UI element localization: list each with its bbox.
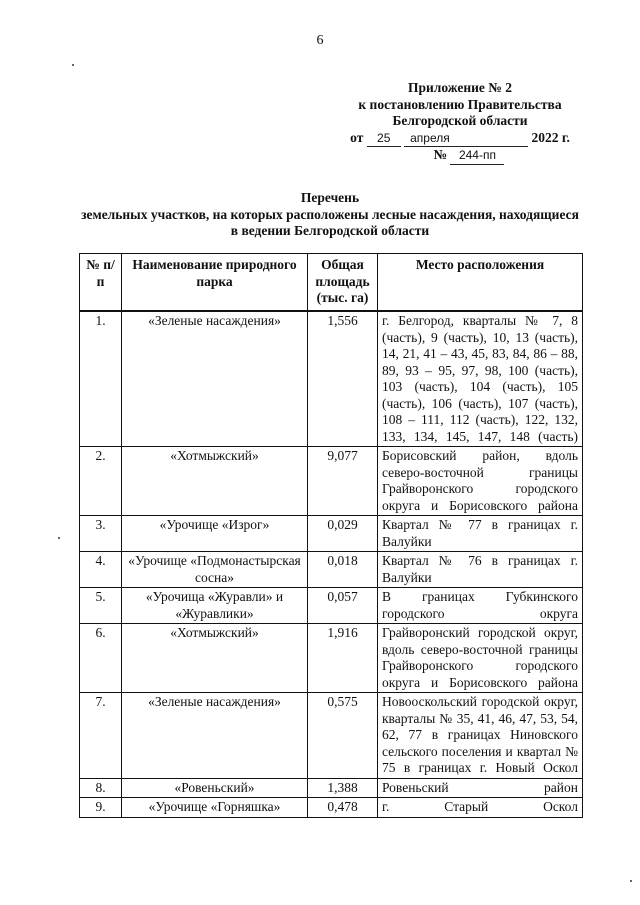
row-num: 9. [80,798,122,818]
date-year: 2022 г. [531,129,570,145]
row-name: «Хотмыжский» [122,624,308,693]
date-day: 25 [367,130,401,148]
scan-speck [630,880,632,882]
header-num: № п/п [80,254,122,312]
row-num: 4. [80,552,122,588]
table-row [80,588,583,624]
table-header-row [80,254,583,312]
table-row [80,693,583,779]
row-name: «Ровеньский» [122,778,308,798]
row-location: Грайворонский городской округ, вдоль северо-восточной границы Грайворонского городского округа и Борисовского района [378,624,583,693]
row-location: Квартал № 76 в границах г. Валуйки [378,552,583,588]
row-name: «Урочище «Горняшка» [122,798,308,818]
row-num: 8. [80,778,122,798]
row-name: «Хотмыжский» [122,447,308,516]
appendix-line-3: Белгородской области [392,113,528,128]
header-name: Наименование природного парка [122,254,308,312]
title-line-3: в ведении Белгородской области [230,223,430,238]
scan-speck [72,64,74,66]
row-num: 5. [80,588,122,624]
appendix-title: Приложение № 2 [408,80,512,95]
row-area: 0,575 [308,693,378,779]
row-location: Новооскольский городской округ, кварталы № 35, 41, 46, 47, 53, 54, 62, 77 в границах Ниновского сельского поселения и квартал № 75 в границах г. Новый Оскол [378,693,583,779]
table-row [80,311,583,447]
date-month: апреля [404,130,528,148]
row-num: 6. [80,624,122,693]
row-area: 1,916 [308,624,378,693]
row-area: 0,029 [308,516,378,552]
row-location: г. Старый Оскол [378,798,583,818]
appendix-date [340,130,580,148]
title-line-1: Перечень [300,190,360,205]
table-row [80,516,583,552]
table-row [80,624,583,693]
row-location: Квартал № 77 в границах г. Валуйки [378,516,583,552]
row-area: 9,077 [308,447,378,516]
plots-table [79,253,583,818]
title-line-2: земельных участков, на которых расположены лесные насаждения, находящиеся [81,206,579,222]
row-area: 0,018 [308,552,378,588]
number-value: 244-пп [450,147,504,165]
row-location: г. Белгород, кварталы № 7, 8 (часть), 9 (часть), 10, 13 (часть), 14, 21, 41 – 43, 45, 83, 84, 86 – 88, 89, 93 – 95, 97, 98, 100 (часть), 103 (часть), 104 (часть), 105 (часть), 106 (часть), 107 (часть), 108 – 111, 112 (часть), 122, 132, 133, 134, 145, 147, 148 (часть) [378,311,583,447]
row-name: «Зеленые насаждения» [122,693,308,779]
row-area: 0,057 [308,588,378,624]
row-location: В границах Губкинского городского округа [378,588,583,624]
row-name: «Урочище «Изрог» [122,516,308,552]
row-num: 2. [80,447,122,516]
row-num: 1. [80,311,122,447]
table-row [80,778,583,798]
row-name: «Урочища «Журавли» и «Журавлики» [122,588,308,624]
header-area: Общая площадь (тыс. га) [308,254,378,312]
scan-speck [58,537,60,539]
table-row [80,552,583,588]
row-num: 3. [80,516,122,552]
row-area: 0,478 [308,798,378,818]
appendix-block [340,80,580,165]
row-area: 1,388 [308,778,378,798]
row-num: 7. [80,693,122,779]
row-area: 1,556 [308,311,378,447]
document-title [60,190,600,240]
row-name: «Урочище «Подмонастырская сосна» [122,552,308,588]
number-prefix: № [433,147,448,162]
header-location: Место расположения [378,254,583,312]
row-location: Борисовский район, вдоль северо-восточной границы Грайворонского городского округа и Борисовского района [378,447,583,516]
table-row [80,798,583,818]
row-name: «Зеленые насаждения» [122,311,308,447]
appendix-line-2: к постановлению Правительства [358,96,562,112]
date-prefix: от [350,129,364,145]
table-row [80,447,583,516]
appendix-number [340,147,580,165]
page-number: 6 [316,33,324,48]
row-location: Ровеньский район [378,778,583,798]
